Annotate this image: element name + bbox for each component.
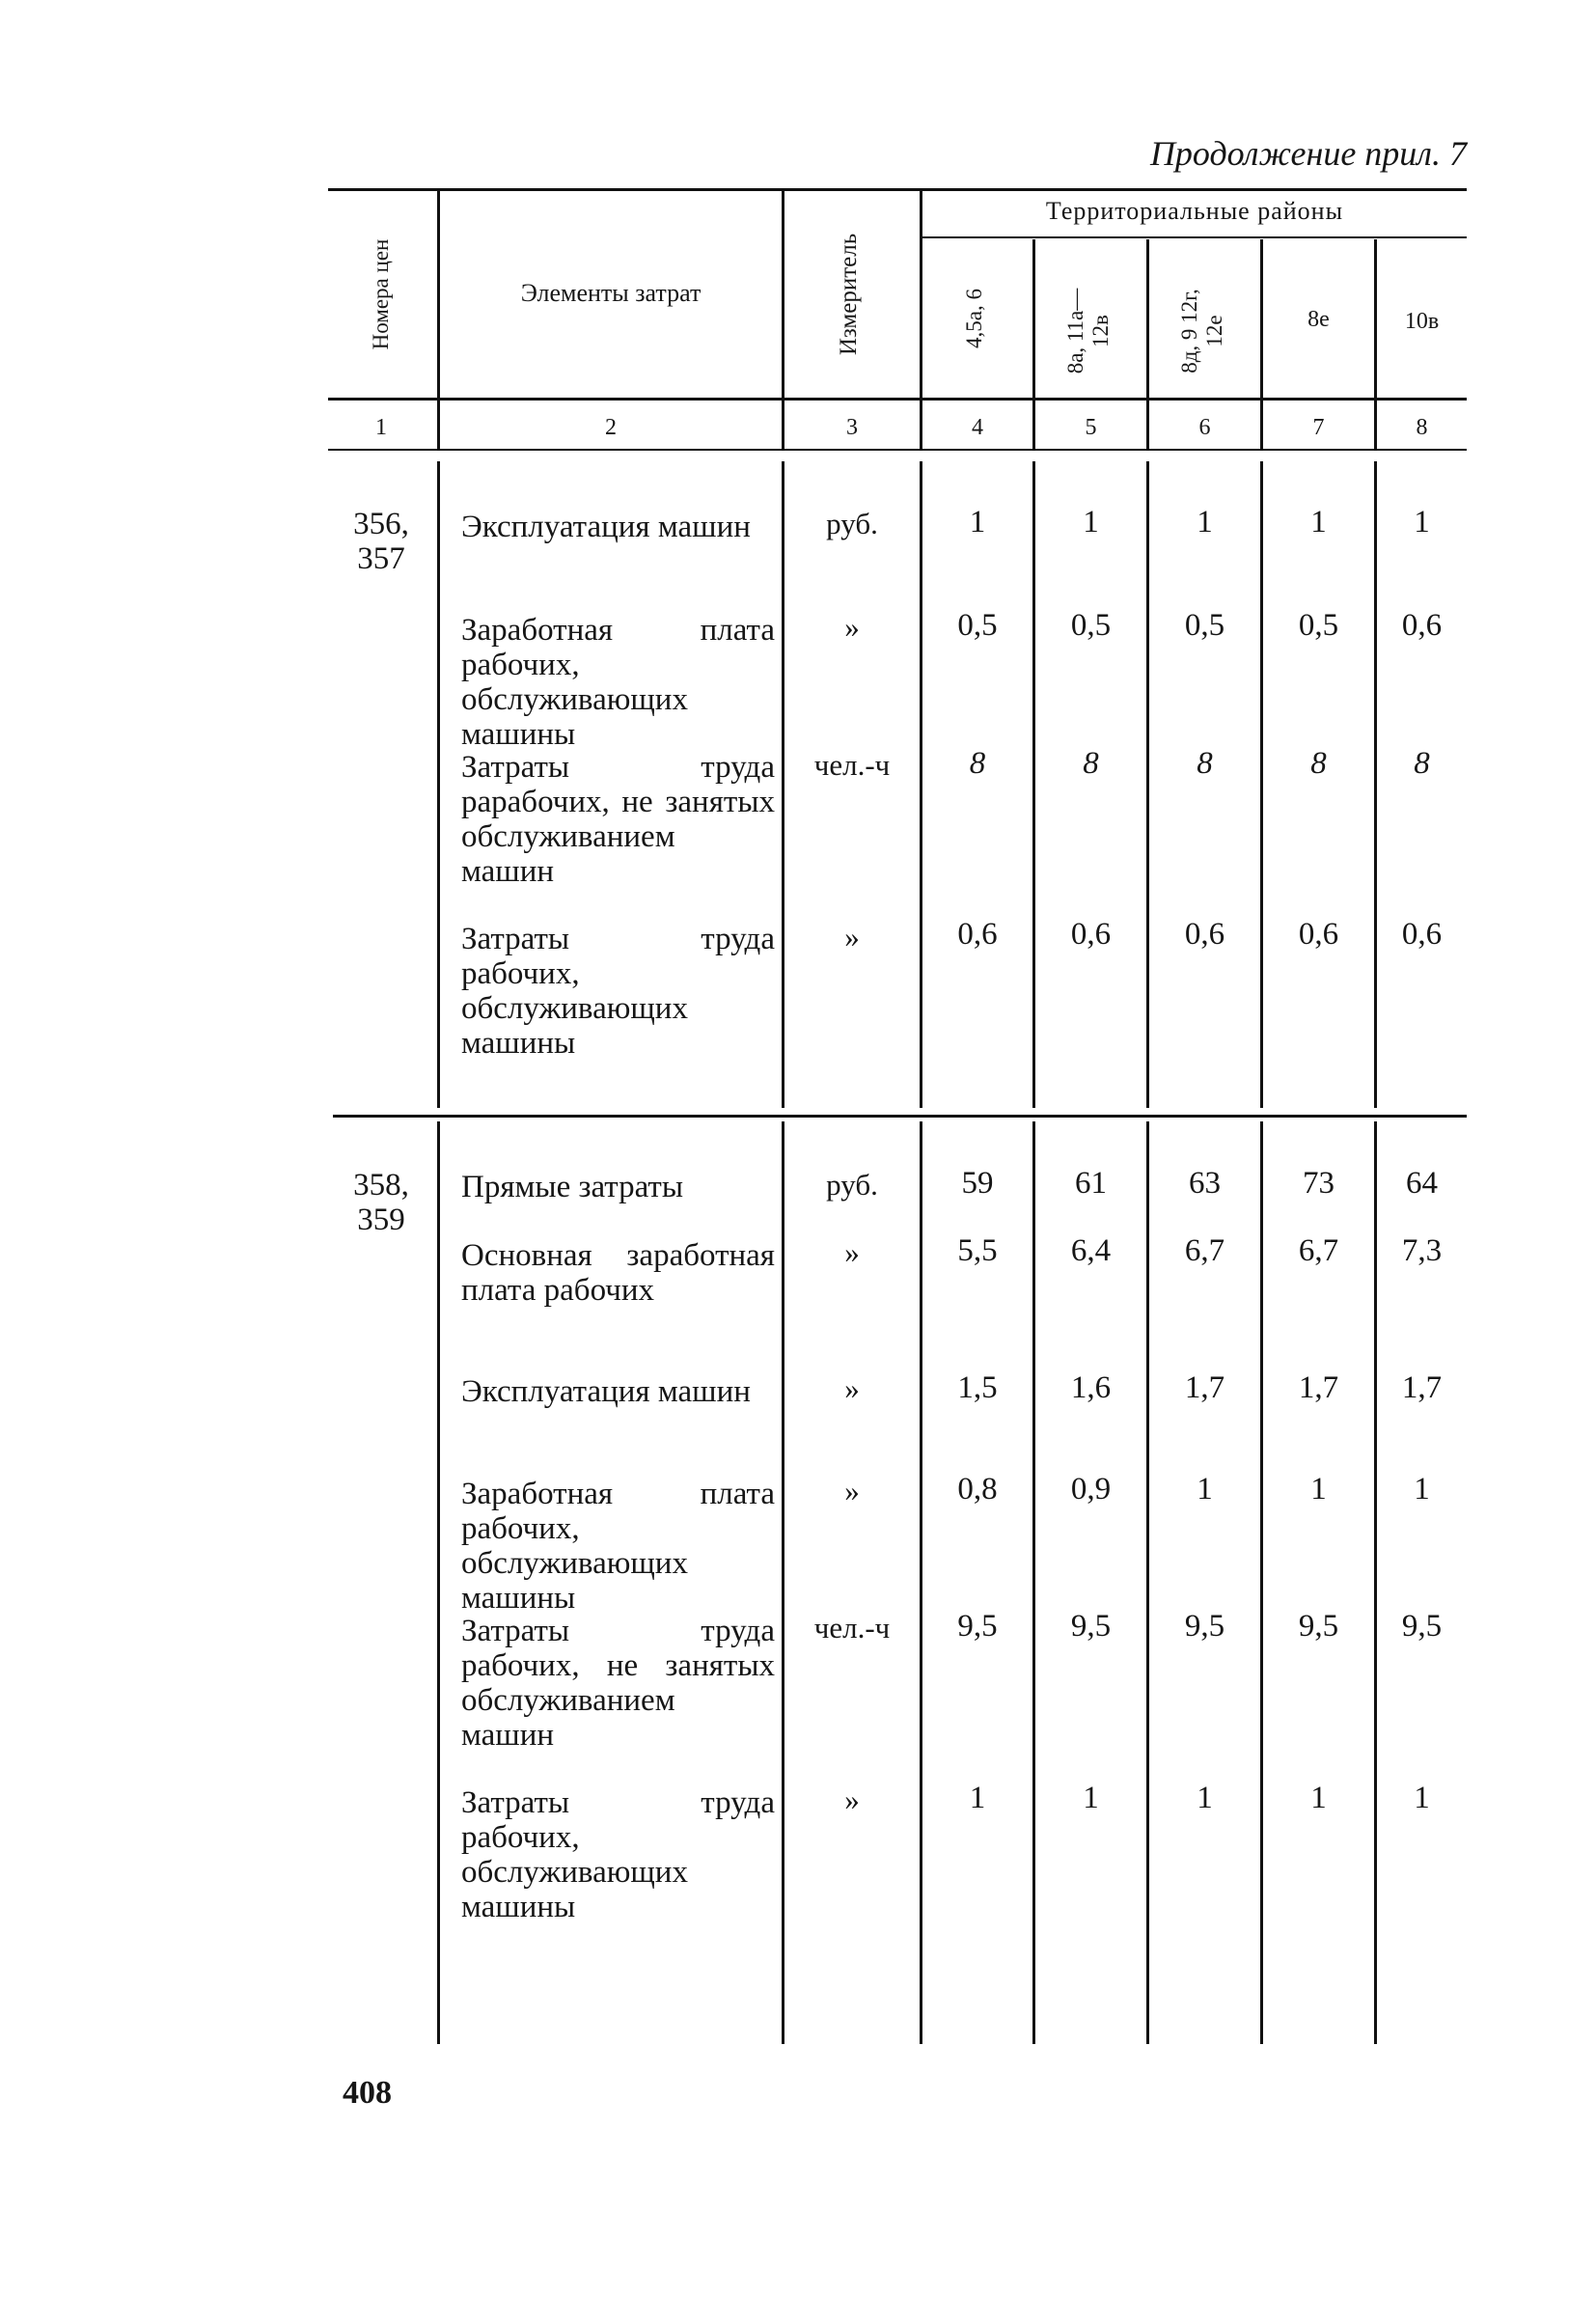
body-divider [1260,461,1263,1108]
cost-element-label: Затраты труда рарабочих, не занятых обслуживанием машин [461,750,775,889]
value-cell: 1 [1310,1781,1327,1815]
column-index: 2 [605,415,617,440]
value-cell: 0,6 [1401,608,1443,643]
cost-element-label: Затраты труда рабочих, не занятых обслуживанием машин [461,1614,775,1753]
value-cell: 6,4 [1070,1233,1112,1268]
column-index: 8 [1416,415,1428,440]
cost-element-label: Эксплуатация машин [461,1374,751,1409]
value-cell: 61 [1075,1166,1107,1201]
unit-cell: » [844,1235,860,1269]
value-cell: 1 [1414,1781,1430,1815]
value-cell: 0,6 [1070,917,1112,952]
header-region-4: 8е [1307,307,1330,332]
header-territorial: Территориальные районы [1045,197,1344,225]
unit-cell: » [844,1474,860,1507]
header-region-3: 8д, 9 12г, 12е [1177,289,1226,373]
value-cell: 1 [1197,505,1213,539]
column-index: 5 [1085,415,1097,440]
value-cell: 7,3 [1401,1233,1443,1268]
value-cell: 8 [969,746,986,781]
value-cell: 1 [1083,1781,1099,1815]
value-cell: 0,6 [1298,917,1339,952]
value-cell: 1,7 [1184,1370,1225,1405]
value-cell: 8 [1197,746,1213,781]
value-cell: 9,5 [1070,1609,1112,1644]
value-cell: 0,5 [957,608,998,643]
value-cell: 1,7 [1298,1370,1339,1405]
header-region-5: 10в [1404,309,1440,334]
unit-cell: » [844,1371,860,1405]
regions-header-rule [922,236,1467,238]
value-cell: 8 [1083,746,1099,781]
value-cell: 0,6 [1184,917,1225,952]
cost-element-label: Основная заработная плата рабочих [461,1238,775,1308]
unit-cell: » [844,610,860,644]
value-cell: 0,5 [1184,608,1225,643]
header-divider [920,191,922,450]
value-cell: 73 [1303,1166,1335,1201]
value-cell: 0,5 [1070,608,1112,643]
unit-cell: » [844,1783,860,1816]
body-divider [920,461,922,1108]
column-index: 6 [1198,415,1211,440]
value-cell: 59 [961,1166,994,1201]
group-separator-rule [333,1115,1467,1118]
price-numbers: 356, 357 [353,507,409,576]
value-cell: 1,7 [1401,1370,1443,1405]
page-number: 408 [343,2075,392,2111]
column-index: 7 [1312,415,1325,440]
cost-element-label: Эксплуатация машин [461,510,751,544]
value-cell: 9,5 [1184,1609,1225,1644]
header-bottom-rule [328,398,1467,401]
column-index: 3 [846,415,858,440]
value-cell: 0,5 [1298,608,1339,643]
value-cell: 1 [969,505,986,539]
value-cell: 1 [1414,505,1430,539]
value-cell: 8 [1414,746,1430,781]
unit-cell: руб. [826,507,878,540]
value-cell: 0,9 [1070,1472,1112,1507]
value-cell: 1 [969,1781,986,1815]
unit-cell: » [844,920,860,954]
value-cell: 1 [1310,505,1327,539]
running-title: Продолжение прил. 7 [1149,134,1467,173]
value-cell: 6,7 [1184,1233,1225,1268]
cost-element-label: Заработная плата рабочих, обслуживающих машины [461,613,775,752]
value-cell: 9,5 [1298,1609,1339,1644]
value-cell: 9,5 [957,1609,998,1644]
body-divider [437,1121,440,2044]
value-cell: 0,6 [1401,917,1443,952]
value-cell: 0,6 [957,917,998,952]
header-region-2: 8а, 11а—12в [1063,288,1113,374]
column-index: 4 [972,415,983,440]
header-number-column: Номера цен [369,238,393,350]
unit-cell: руб. [826,1168,878,1202]
index-row-rule [328,449,1467,451]
price-numbers: 358, 359 [353,1168,409,1237]
body-divider [782,461,784,1108]
value-cell: 64 [1406,1166,1438,1201]
header-unit-column: Измеритель [836,233,862,356]
value-cell: 9,5 [1401,1609,1443,1644]
header-divider [782,191,784,450]
value-cell: 1 [1197,1781,1213,1815]
body-divider [1032,461,1035,1108]
header-divider [437,191,440,450]
cost-element-label: Заработная плата рабочих, обслуживающих машины [461,1477,775,1616]
cost-element-label: Затраты труда рабочих, обслуживающих машины [461,1785,775,1924]
value-cell: 6,7 [1298,1233,1339,1268]
table-top-rule [328,188,1467,191]
value-cell: 1 [1083,505,1099,539]
body-divider [782,1121,784,2044]
value-cell: 1,6 [1070,1370,1112,1405]
value-cell: 1 [1197,1472,1213,1507]
value-cell: 0,8 [957,1472,998,1507]
body-divider [1374,461,1377,1108]
body-divider [1146,461,1149,1108]
value-cell: 1,5 [957,1370,998,1405]
value-cell: 8 [1310,746,1327,781]
value-cell: 1 [1310,1472,1327,1507]
cost-element-label: Затраты труда рабочих, обслуживающих машины [461,922,775,1061]
header-region-1: 4,5а, 6 [962,289,986,348]
value-cell: 1 [1414,1472,1430,1507]
header-elements-column: Элементы затрат [520,279,702,307]
value-cell: 63 [1189,1166,1221,1201]
unit-cell: чел.-ч [813,748,891,782]
value-cell: 5,5 [957,1233,998,1268]
column-index: 1 [375,415,387,440]
unit-cell: чел.-ч [813,1611,891,1645]
cost-element-label: Прямые затраты [461,1170,684,1204]
body-divider [437,461,440,1108]
